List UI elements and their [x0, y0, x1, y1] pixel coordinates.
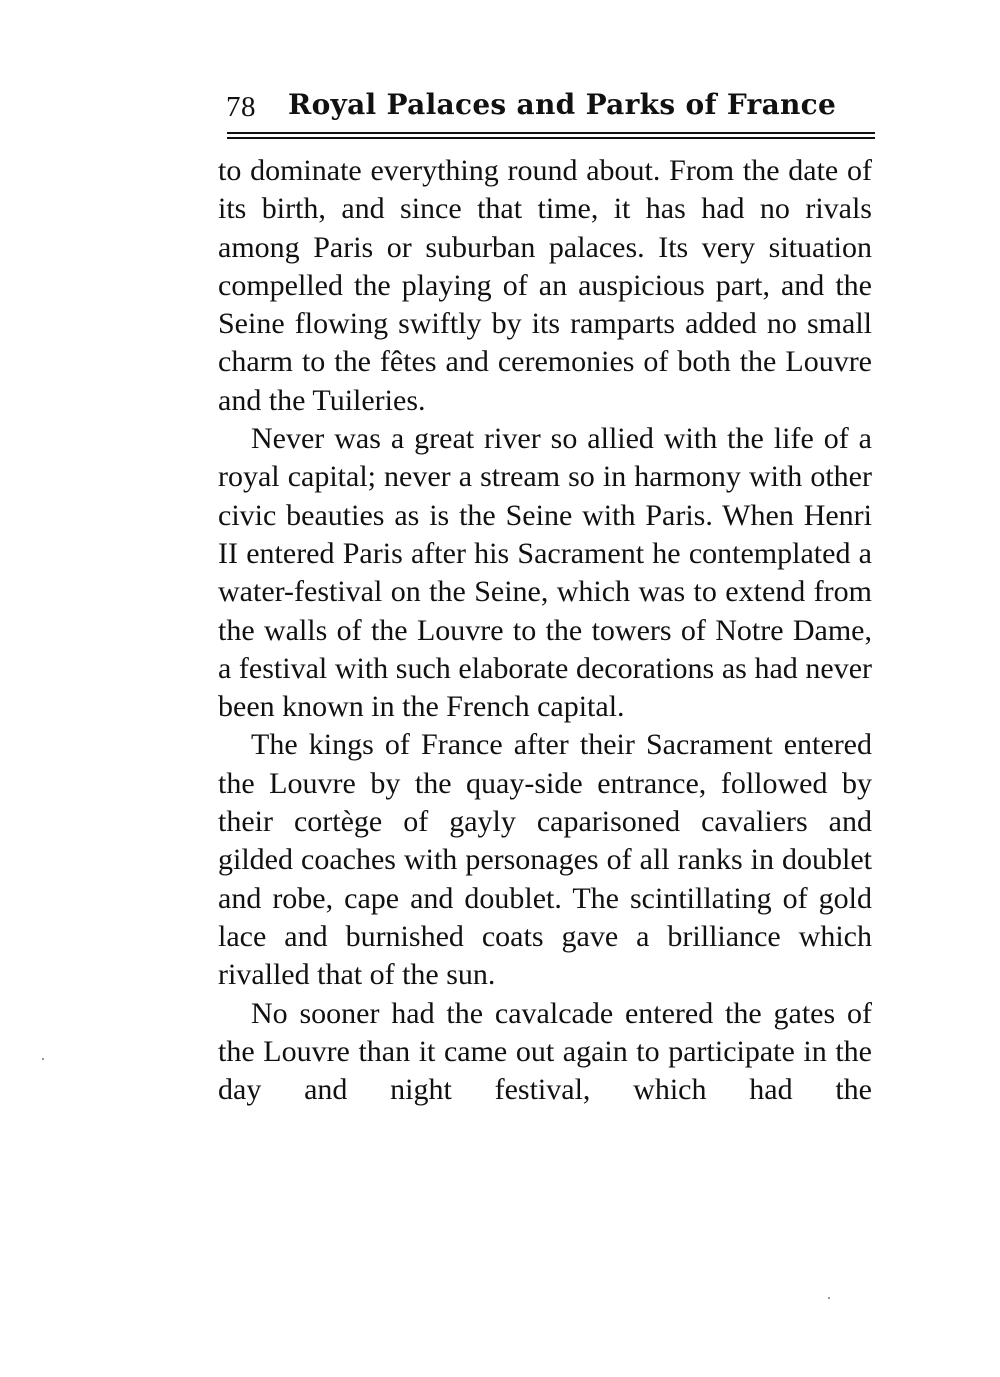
paragraph-3: The kings of France after their Sacrament entered the Louvre by the quay-side entrance, followed by their cortège of gayly caparisoned cavaliers and gilded coaches with personages of all ranks in doublet and robe, cape and doublet. The scintillating of gold lace and burnished coats gave a brilliance which rivalled that of the sun.	[218, 728, 872, 992]
scan-speck	[828, 1297, 830, 1299]
paragraph-1: to dominate everything round about. From the date of its birth, and since that time, it has had no rivals among Paris or suburban palaces. Its very situation compelled the playing of an auspicious part, and the Seine flowing swiftly by its ramparts added no small charm to the fêtes and ceremonies of both the Louvre and the Tuileries.	[218, 154, 872, 417]
paragraph-2: Never was a great river so allied with the life of a royal capital; never a stream so in harmony with other civic beauties as is the Seine with Paris. When Henri II entered Paris after his Sacrament he contemplated a water-festival on the Seine, which was to extend from the walls of the Louvre to the towers of Notre Dame, a festival with such elaborate decorations as had never been known in the French capital.	[218, 422, 872, 724]
running-head	[226, 86, 876, 126]
body-text	[218, 152, 872, 1109]
paragraph-4: No sooner had the cavalcade entered the gates of the Louvre than it came out again to participate in the day and night festival, which had the	[218, 996, 872, 1107]
header-double-rule	[227, 132, 875, 139]
scan-speck	[42, 1058, 44, 1060]
page-number: 78	[226, 91, 256, 123]
running-title: Royal Palaces and Parks of France	[288, 88, 837, 121]
